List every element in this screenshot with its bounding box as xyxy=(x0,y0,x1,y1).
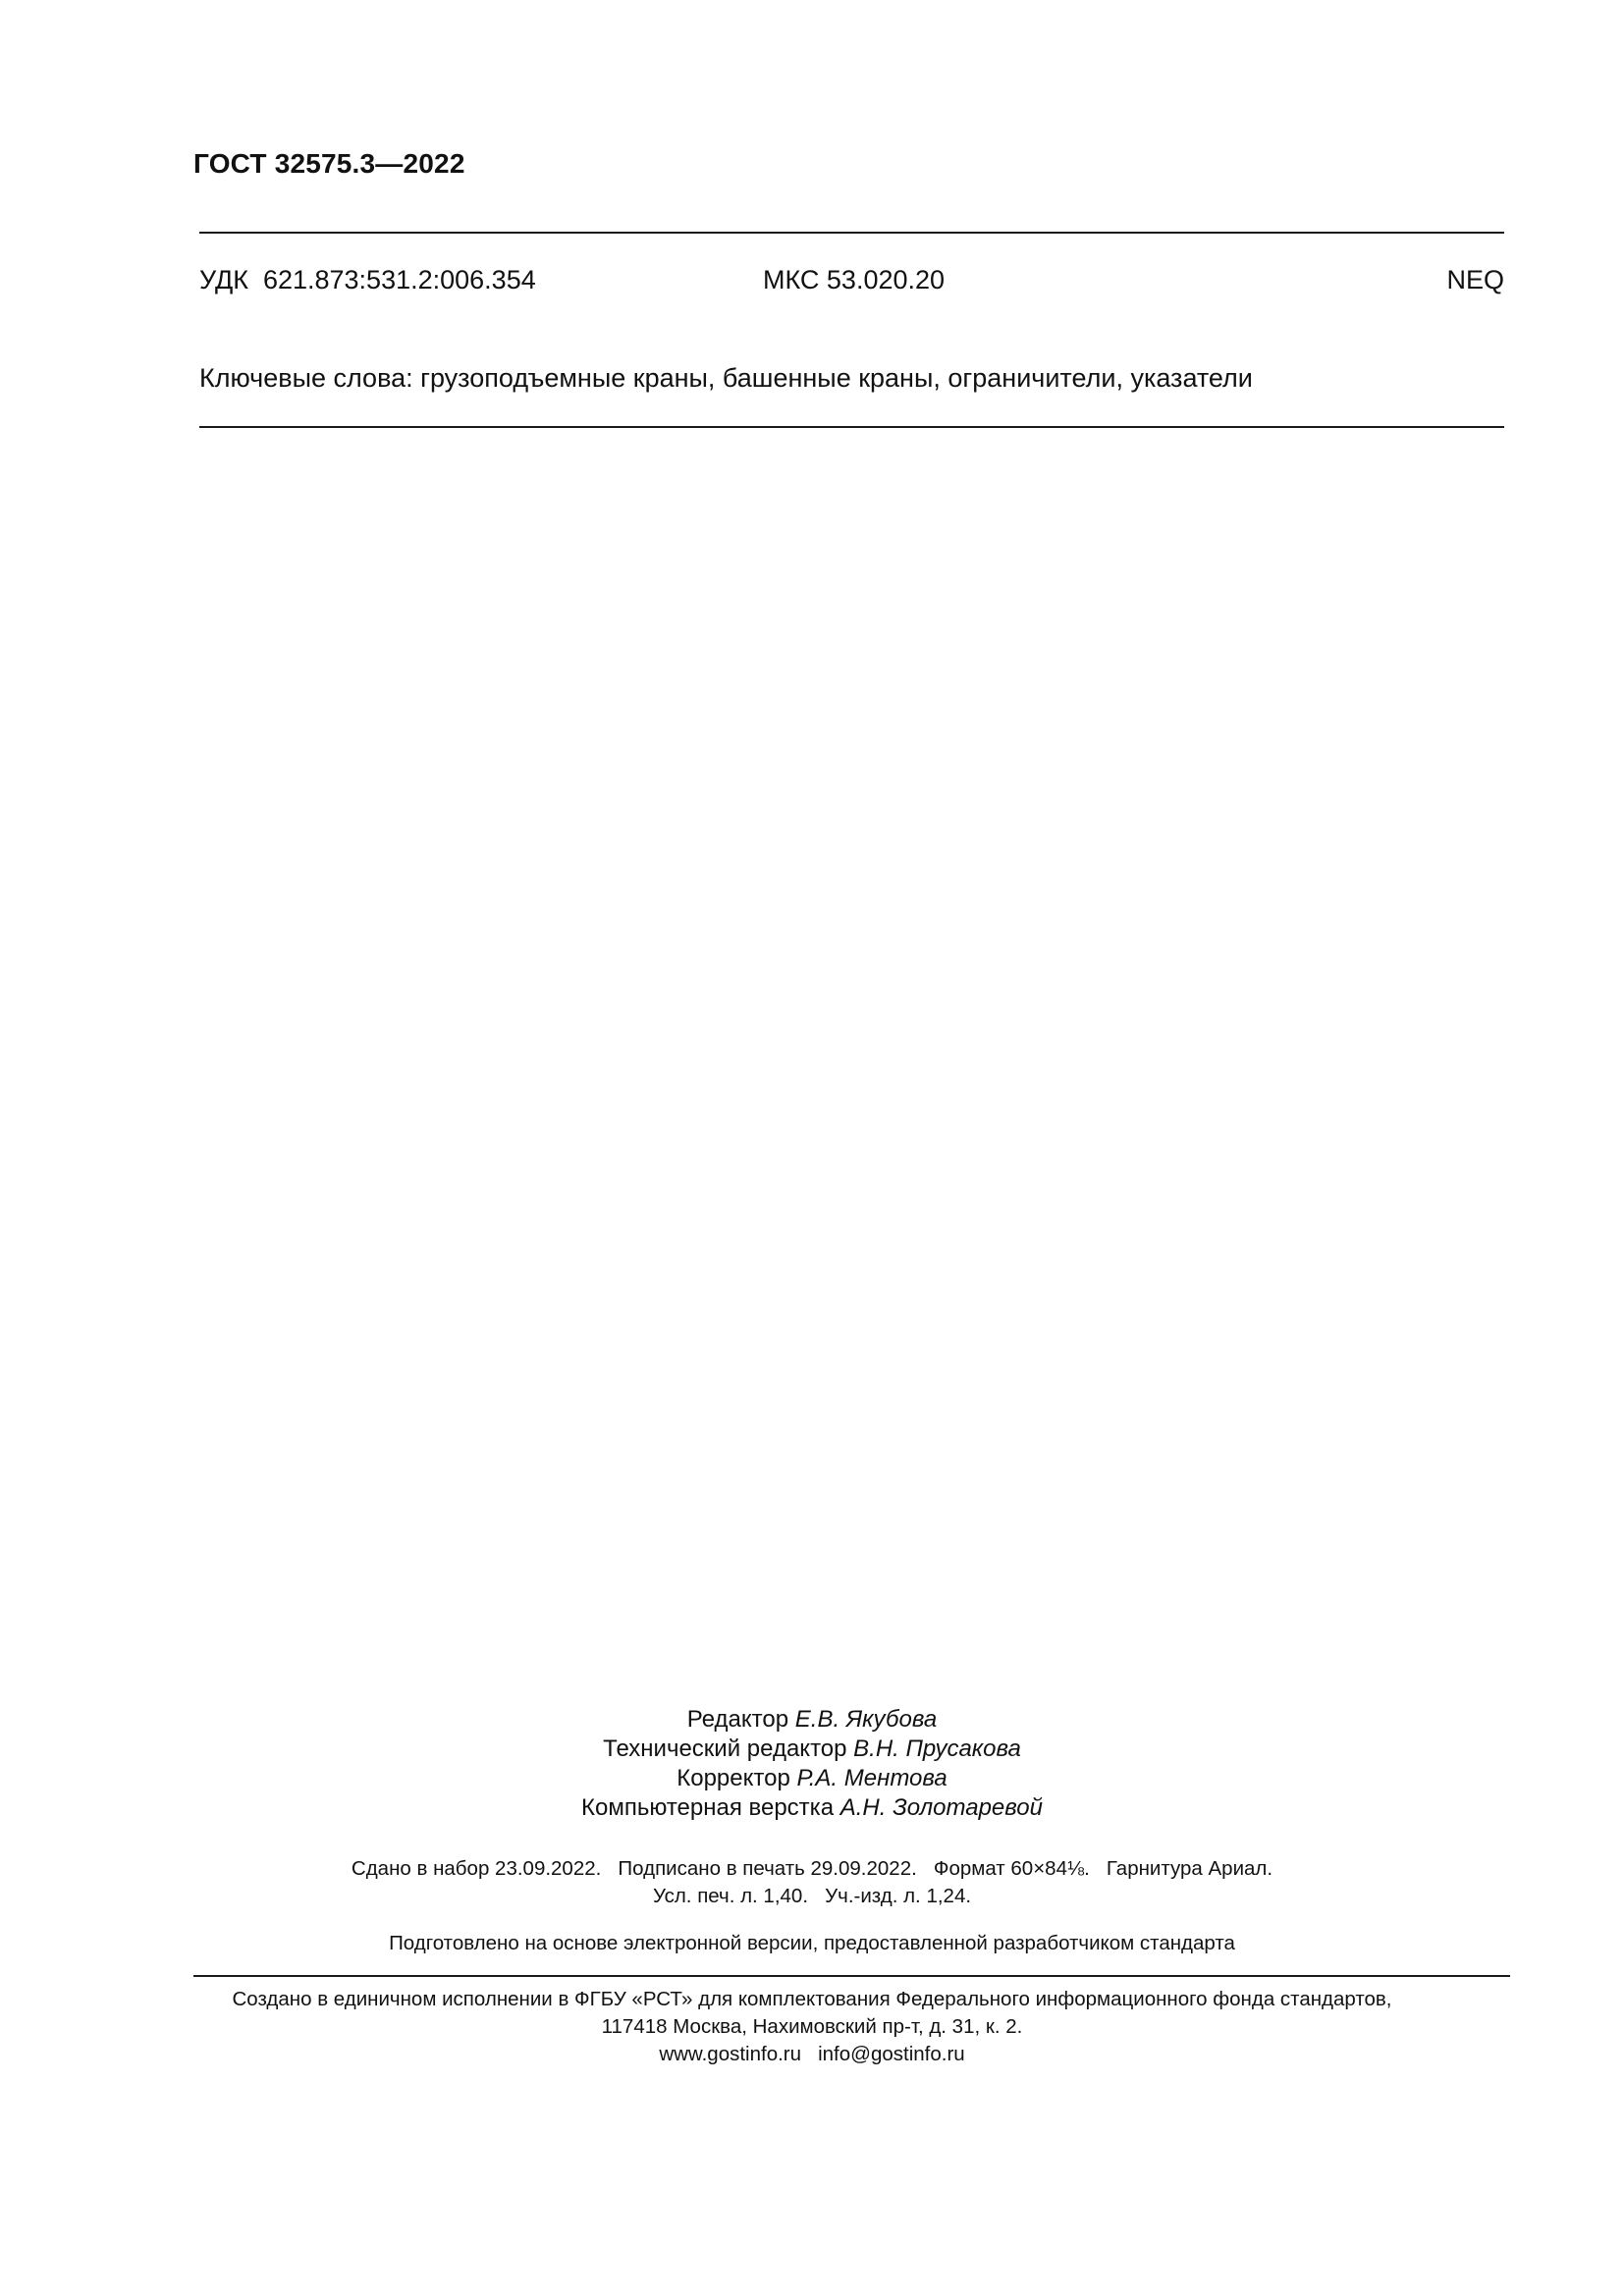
credit-role: Компьютерная верстка xyxy=(581,1794,835,1821)
credit-role: Технический редактор xyxy=(603,1735,847,1762)
classification-row xyxy=(199,265,1504,300)
standard-code: ГОСТ 32575.3—2022 xyxy=(193,148,465,179)
top-divider xyxy=(199,232,1504,234)
print-info-line-2: Усл. печ. л. 1,40. Уч.-изд. л. 1,24. xyxy=(652,1885,972,1907)
print-info-line-1: Сдано в набор 23.09.2022. Подписано в печать 29.09.2022. Формат 60×84⅛. Гарнитура Ариал. xyxy=(351,1857,1273,1880)
credit-tech-editor xyxy=(0,1735,1624,1764)
credit-name: Р.А. Ментова xyxy=(796,1765,947,1791)
credit-name: А.Н. Золотаревой xyxy=(839,1794,1043,1821)
credit-typesetting xyxy=(0,1793,1624,1823)
udk-code: УДК 621.873:531.2:006.354 xyxy=(199,265,536,294)
credit-proofreader xyxy=(0,1764,1624,1793)
prepared-note: Подготовлено на основе электронной версии, предоставленной разработчиком стандарта xyxy=(389,1932,1235,1954)
keywords-divider xyxy=(199,426,1504,428)
publisher-divider xyxy=(193,1975,1510,1977)
publisher-line-1: Создано в единичном исполнении в ФГБУ «РСТ» для комплектования Федерального информационного фонда стандартов, xyxy=(232,1988,1392,2010)
mks-code: МКС 53.020.20 xyxy=(763,265,946,294)
credit-role: Корректор xyxy=(677,1765,790,1791)
credit-name: В.Н. Прусакова xyxy=(853,1735,1021,1762)
neq-label: NEQ xyxy=(1446,265,1504,294)
credit-role: Редактор xyxy=(686,1706,789,1733)
keywords-line: Ключевые слова: грузоподъемные краны, башенные краны, ограничители, указатели xyxy=(199,363,1253,393)
publisher-info xyxy=(0,1986,1624,2068)
credit-editor xyxy=(0,1705,1624,1735)
editorial-credits xyxy=(0,1705,1624,1823)
print-info xyxy=(0,1855,1624,1910)
credit-name: Е.В. Якубова xyxy=(794,1706,938,1733)
publisher-address: 117418 Москва, Нахимовский пр-т, д. 31, к. 2. xyxy=(601,2015,1023,2038)
publisher-contacts: www.gostinfo.ru info@gostinfo.ru xyxy=(659,2043,965,2065)
